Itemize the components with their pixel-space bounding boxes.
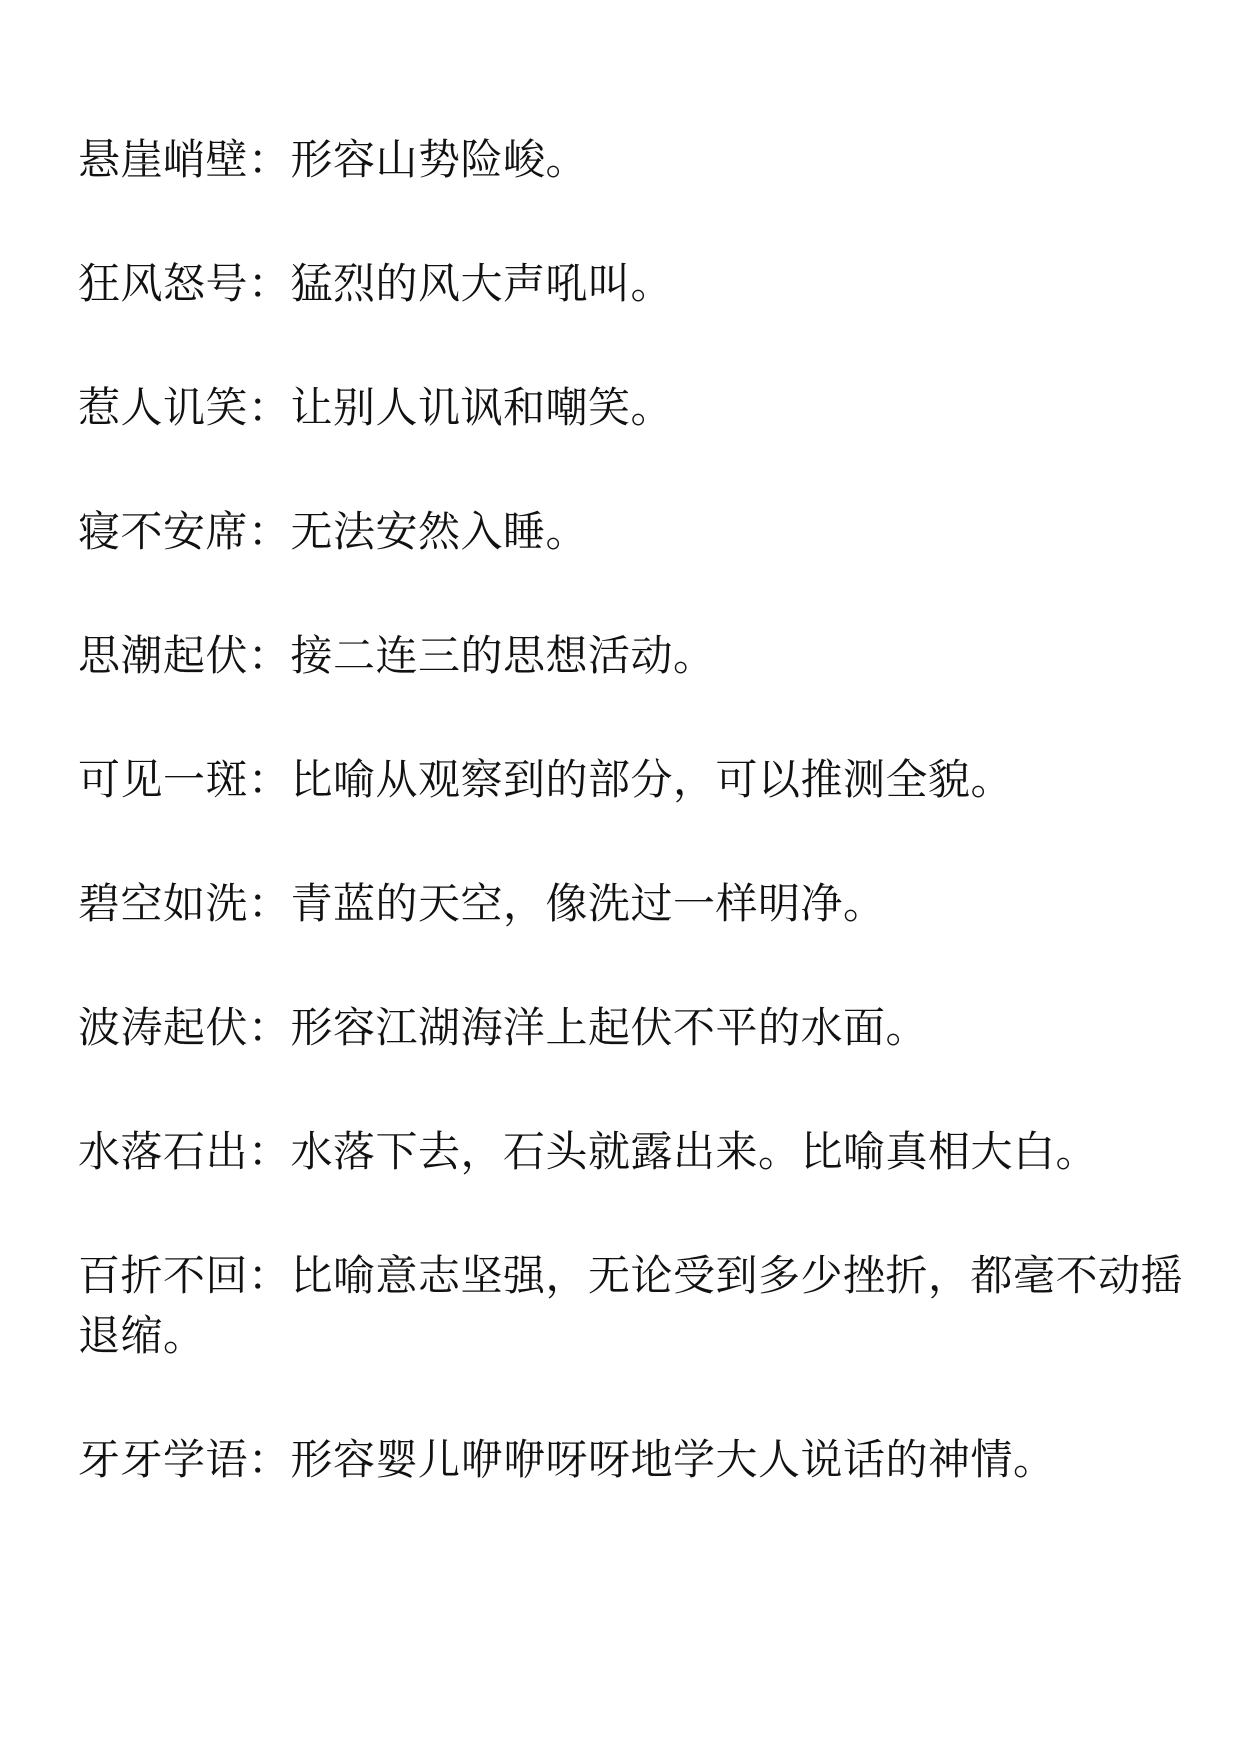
colon-separator: ： [248,1003,291,1052]
colon-separator: ： [248,383,291,432]
colon-separator: ： [248,1127,291,1176]
idiom-definition: 比喻意志坚强，无论受到多少挫折，都毫不动摇退缩。 [78,1251,1184,1360]
idiom-entry [78,998,1188,1058]
idiom-definition: 青蓝的天空，像洗过一样明净。 [290,879,886,928]
idiom-entry [78,502,1188,562]
idiom-term: 百折不回 [78,1251,249,1300]
idiom-term: 思潮起伏 [78,631,249,680]
idiom-entry [78,626,1188,686]
idiom-entry [78,750,1188,810]
idiom-entry [78,1122,1188,1182]
idiom-entry [78,1246,1188,1366]
idiom-definition: 水落下去，石头就露出来。比喻真相大白。 [290,1127,1099,1176]
colon-separator: ： [248,259,291,308]
idiom-term: 寝不安席 [78,507,249,556]
colon-separator: ： [248,755,291,804]
colon-separator: ： [248,1251,291,1300]
idiom-entry [78,254,1188,314]
idiom-definition: 接二连三的思想活动。 [290,631,716,680]
idiom-definition: 形容婴儿咿咿呀呀地学大人说话的神情。 [290,1435,1056,1484]
idiom-term: 狂风怒号 [78,259,249,308]
colon-separator: ： [248,507,291,556]
colon-separator: ： [248,135,291,184]
idiom-term: 惹人讥笑 [78,383,249,432]
idiom-term: 悬崖峭壁 [78,135,249,184]
idiom-entry [78,1430,1188,1490]
idiom-entry [78,874,1188,934]
idiom-definition: 猛烈的风大声吼叫。 [290,259,674,308]
idiom-definition: 让别人讥讽和嘲笑。 [290,383,674,432]
idiom-entry [78,378,1188,438]
idiom-term: 碧空如洗 [78,879,249,928]
idiom-list [78,130,1188,1554]
colon-separator: ： [248,879,291,928]
idiom-entry [78,130,1188,190]
idiom-term: 牙牙学语 [78,1435,249,1484]
idiom-term: 波涛起伏 [78,1003,249,1052]
idiom-definition: 无法安然入睡。 [290,507,589,556]
colon-separator: ： [248,1435,291,1484]
idiom-definition: 形容山势险峻。 [290,135,589,184]
idiom-definition: 比喻从观察到的部分，可以推测全貌。 [290,755,1014,804]
idiom-term: 水落石出 [78,1127,249,1176]
idiom-term: 可见一斑 [78,755,249,804]
colon-separator: ： [248,631,291,680]
idiom-definition: 形容江湖海洋上起伏不平的水面。 [290,1003,929,1052]
